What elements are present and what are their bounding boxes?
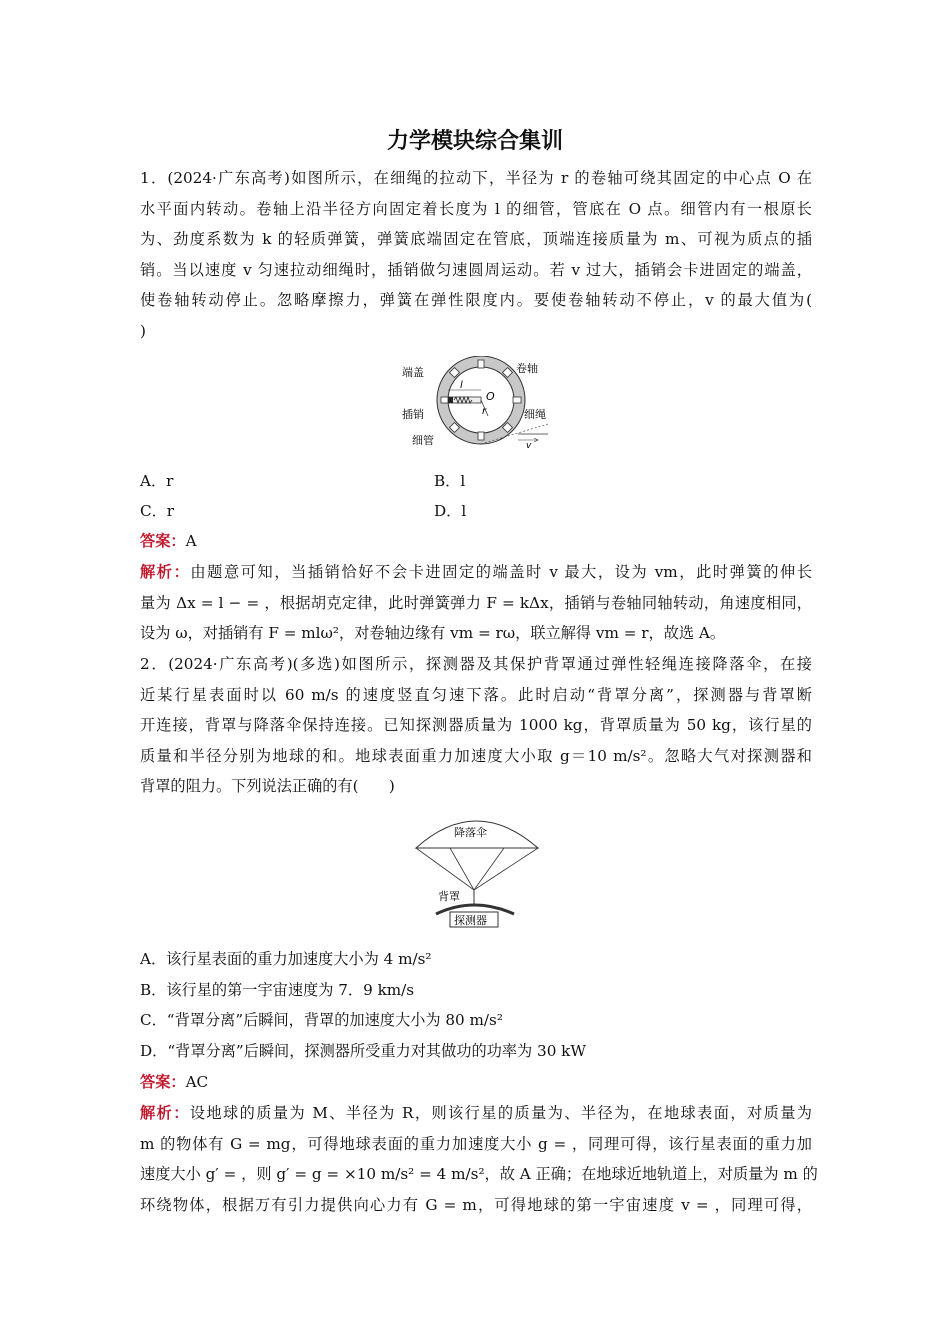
length-l-label: l <box>460 380 463 391</box>
analysis-label: 解析： <box>140 563 191 581</box>
question-1-line: ) <box>140 321 146 340</box>
pin-label: 插销 <box>402 408 424 421</box>
tube-label: 细管 <box>412 434 434 447</box>
q1-answer <box>140 526 812 557</box>
q1-option-d: D．l <box>434 502 467 520</box>
analysis-label: 解析： <box>140 1104 190 1122</box>
q2-option-d: D．“背罩分离”后瞬间，探测器所受重力对其做功的功率为 30 kW <box>140 1041 586 1060</box>
question-1-line: 1．(2024·广东高考)如图所示，在细绳的拉动下，半径为 r 的卷轴可绕其固定的中心点 O 在 <box>140 169 812 187</box>
q1-option-a: A．r <box>140 472 174 490</box>
q1-analysis <box>140 557 812 649</box>
analysis-line: 环绕物体，根据万有引力提供向心力有 G = m，可得地球的第一宇宙速度 v = ，同理可得， <box>140 1195 812 1214</box>
question-2-line: 质量和半径分别为地球的和。地球表面重力加速度大小取 g＝10 m/s²。忽略大气对探测器和 <box>140 746 812 765</box>
question-2-line: 开连接，背罩与降落伞保持连接。已知探测器质量为 1000 kg，背罩质量为 50 kg，该行星的 <box>140 716 812 735</box>
analysis-line: 由题意可知，当插销恰好不会卡进固定的端盖时 v 最大，设为 vm，此时弹簧的伸长 <box>190 563 813 581</box>
suspension-lines <box>416 848 538 890</box>
q2-options <box>140 944 812 1066</box>
analysis-line: 量为 Δx = l − = ，根据胡克定律，此时弹簧弹力 F = kΔx，插销与卷轴同轴转动，角速度相同， <box>140 593 812 612</box>
parachute-figure <box>410 812 545 930</box>
spool-figure <box>398 356 558 452</box>
q2-option-a: A．该行星表面的重力加速度大小为 4 m/s² <box>140 950 432 968</box>
probe-label: 探测器 <box>454 914 487 927</box>
question-1-line: 为、劲度系数为 k 的轻质弹簧，弹簧底端固定在管底，顶端连接质量为 m、可视为质点的插 <box>140 230 812 249</box>
q2-option-b: B．该行星的第一宇宙速度为 7．9 km/s <box>140 980 415 999</box>
spool-label: 卷轴 <box>516 362 538 375</box>
answer-value: A <box>185 532 197 550</box>
analysis-line: 速度大小 g′ = ，则 g′ = g = ×10 m/s² = 4 m/s²，故 A 正确；在地球近地轨道上，对质量为 m 的 <box>140 1165 818 1184</box>
analysis-line: m 的物体有 G = mg，可得地球表面的重力加速度大小 g = ，同理可得，该行星表面的重力加 <box>140 1134 812 1153</box>
q1-option-c: C．r <box>140 502 175 520</box>
page-title: 力学模块综合集训 <box>386 129 563 154</box>
end-cap-label: 端盖 <box>402 366 424 379</box>
question-2-line: 2．(2024·广东高考)(多选)如图所示，探测器及其保护背罩通过弹性轻绳连接降落伞，在接 <box>140 655 812 673</box>
velocity-v-label: v <box>526 441 532 451</box>
analysis-line: 设地球的质量为 M、半径为 R，则该行星的质量为、半径为，在地球表面，对质量为 <box>189 1104 812 1122</box>
rope-label: 细绳 <box>524 408 546 421</box>
question-1-stem <box>140 163 812 347</box>
analysis-line: 设为 ω，对插销有 F = mlω²，对卷轴边缘有 vm = rω，联立解得 vm = r，故选 A。 <box>140 624 726 643</box>
q2-option-c: C．“背罩分离”后瞬间，背罩的加速度大小为 80 m/s² <box>140 1011 503 1030</box>
question-1-line: 销。当以速度 v 匀速拉动细绳时，插销做匀速圆周运动。若 v 过大，插销会卡进固定的端盖， <box>140 260 812 279</box>
question-1-line: 水平面内转动。卷轴上沿半径方向固定着长度为 l 的细管，管底在 O 点。细管内有一根原长 <box>140 199 812 218</box>
pin-shape <box>448 397 453 403</box>
answer-label: 答案： <box>140 1073 186 1091</box>
question-2-stem <box>140 649 812 802</box>
q2-analysis <box>140 1098 818 1220</box>
parachute-label: 降落伞 <box>454 826 487 839</box>
question-2-line: 近某行星表面时以 60 m/s 的速度竖直匀速下落。此时启动“背罩分离”，探测器与背罩断 <box>140 685 812 704</box>
radius-r-label: r <box>482 406 487 417</box>
cover-label: 背罩 <box>438 890 460 903</box>
center-o-label: O <box>486 390 495 403</box>
answer-value: AC <box>185 1073 209 1091</box>
question-1-line: 使卷轴转动停止。忽略摩擦力，弹簧在弹性限度内。要使卷轴转动不停止，v 的最大值为( <box>140 291 812 310</box>
question-2-line: 背罩的阻力。下列说法正确的有( ) <box>140 777 395 796</box>
q2-answer <box>140 1067 812 1098</box>
answer-label: 答案： <box>140 532 186 550</box>
q1-option-b: B．l <box>434 472 466 490</box>
